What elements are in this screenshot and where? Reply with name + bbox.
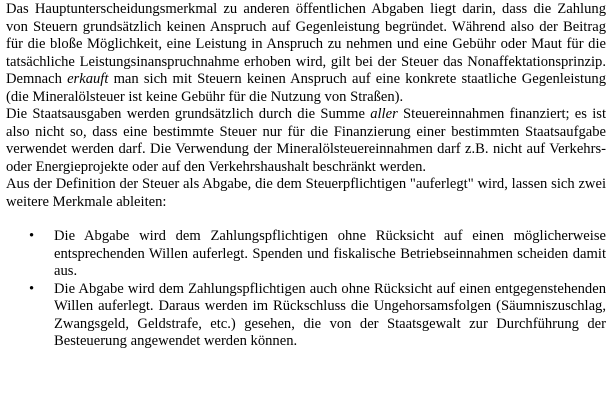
list-item-text: Die Abgabe wird dem Zahlungspflichtigen auch ohne Rücksicht auf einen entgegenstehenden Willen auferlegt. Daraus werden im Rückschluss die Ungehorsamsfolgen (Säumniszuschlag, Zwangsgeld, Geldstrafe, etc.) gesehen, die von der Staatsgewalt zur Durchführung der Besteuerung angewendet werden können. xyxy=(54,280,606,349)
list-item xyxy=(6,281,606,351)
paragraph-1-text-1: Das Hauptunterscheidungsmerkmal zu anderen öffentlichen Abgaben liegt darin, dass die Zahlung von Steuern grundsätzlich keinen Anspruch auf Gegenleistung begründet. Während also der Beitrag für die bloße Möglichkeit, eine Leistung in Anspruch zu nehmen und eine Gebühr oder Maut für die tatsächliche Leistungsinanspruchnahme erhoben wird, gilt bei der Steuer das Nonaffektationsprinzip. Demnach xyxy=(6,1,606,87)
paragraph-2-text-2: Steuereinnahmen finanziert; es ist also nicht so, dass eine bestimmte Steuer nur für die Finanzierung einer bestimmten Staatsaufgabe verwendet werden darf. Die Verwendung der Mineralölsteuereinnahmen darf z.B. nicht auf Verkehrs- oder Energieprojekte oder auf den Verkehrshaushalt beschränkt werden. xyxy=(6,106,606,175)
paragraph-2 xyxy=(6,106,606,176)
list-item-text: Die Abgabe wird dem Zahlungspflichtigen ohne Rücksicht auf einen möglicherweise entsprechenden Willen auferlegt. Spenden und fiskalische Betriebseinnahmen scheiden damit aus. xyxy=(54,228,606,279)
list-item xyxy=(6,228,606,281)
paragraph-3 xyxy=(6,176,606,211)
bullet-list xyxy=(6,228,606,351)
paragraph-1-emphasis: erkauft xyxy=(67,71,109,87)
paragraph-3-text-1: Aus der Definition der Steuer als Abgabe, die dem Steuerpflichtigen "auferlegt" wird, lassen sich zwei weitere Merkmale ableiten: xyxy=(6,176,606,210)
paragraph-2-emphasis: aller xyxy=(370,106,398,122)
paragraph-2-text-1: Die Staatsausgaben werden grundsätzlich durch die Summe xyxy=(6,106,371,122)
document-body xyxy=(6,1,606,351)
paragraph-1 xyxy=(6,1,606,106)
paragraph-1-text-2: man sich mit Steuern keinen Anspruch auf eine konkrete staatliche Gegenleistung (die Mineralölsteuer ist keine Gebühr für die Nutzung von Straßen). xyxy=(6,71,606,105)
bullet-icon: • xyxy=(29,228,35,244)
bullet-icon: • xyxy=(29,280,35,297)
